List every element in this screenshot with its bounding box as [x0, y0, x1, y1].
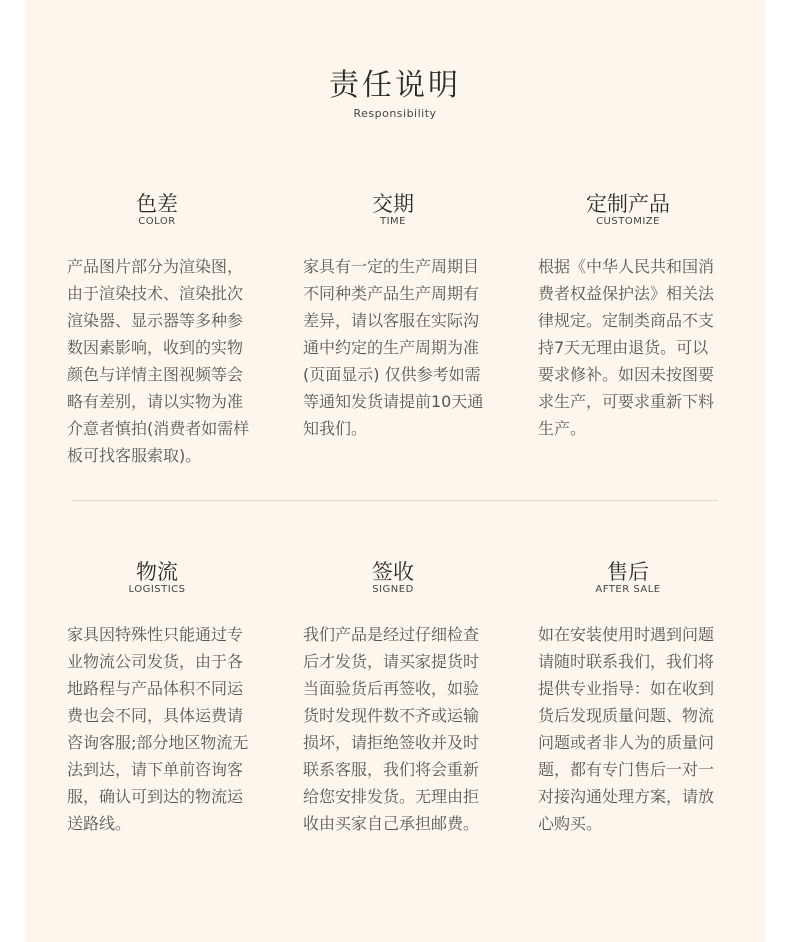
section-heading-color: 色差 [136, 192, 178, 216]
section-heading-signed: 签收 [372, 560, 414, 584]
section-heading-logistics: 物流 [136, 560, 178, 584]
section-body-color: 产品图片部分为渲染图，由于渲染技术、渲染批次渲染器、显示器等多种参数因素影响，收到的实物颜色与详情主图视频等会略有差别，请以实物为准介意者慎拍(消费者如需样板可找客服索取)。 [67, 257, 250, 465]
page-title: 责任说明 [329, 68, 461, 103]
section-body-after-sale: 如在安装使用时遇到问题请随时联系我们，我们将提供专业指导：如在收到货后发现质量问题、物流问题或者非人为的质量问题，都有专门售后一对一对接沟通处理方案，请放心购买。 [538, 625, 715, 833]
section-body-logistics: 家具因特殊性只能通过专业物流公司发货，由于各地路程与产品体积不同运费也会不同，具体运费请咨询客服;部分地区物流无法到达，请下单前咨询客服，确认可到达的物流运送路线。 [67, 625, 249, 833]
section-heading-after-sale: 售后 [607, 560, 649, 584]
section-sub-customize: CUSTOMIZE [596, 216, 660, 227]
section-sub-time: TIME [379, 216, 406, 227]
section-body-time: 家具有一定的生产周期目不同种类产品生产周期有差异，请以客服在实际沟通中约定的生产周期为准(页面显示) 仅供参考如需等通知发货请提前10天通知我们。 [303, 257, 484, 438]
section-sub-after-sale: AFTER SALE [595, 584, 661, 595]
section-sub-color: COLOR [138, 216, 176, 227]
section-heading-customize: 定制产品 [586, 192, 670, 216]
section-sub-logistics: LOGISTICS [128, 584, 186, 595]
section-body-customize: 根据《中华人民共和国消费者权益保护法》相关法律规定。定制类商品不支持7天无理由退货。可以要求修补。如因未按图要求生产，可要求重新下料生产。 [538, 257, 715, 438]
page-subtitle: Responsibility [353, 107, 437, 120]
section-body-signed: 我们产品是经过仔细检查后才发货，请买家提货时当面验货后再签收，如验货时发现件数不齐或运输损坏，请拒绝签收并及时联系客服，我们将会重新给您安排发货。无理由拒收由买家自己承担邮费。 [303, 625, 480, 833]
section-divider [72, 500, 718, 501]
section-heading-time: 交期 [372, 192, 414, 216]
section-sub-signed: SIGNED [372, 584, 414, 595]
